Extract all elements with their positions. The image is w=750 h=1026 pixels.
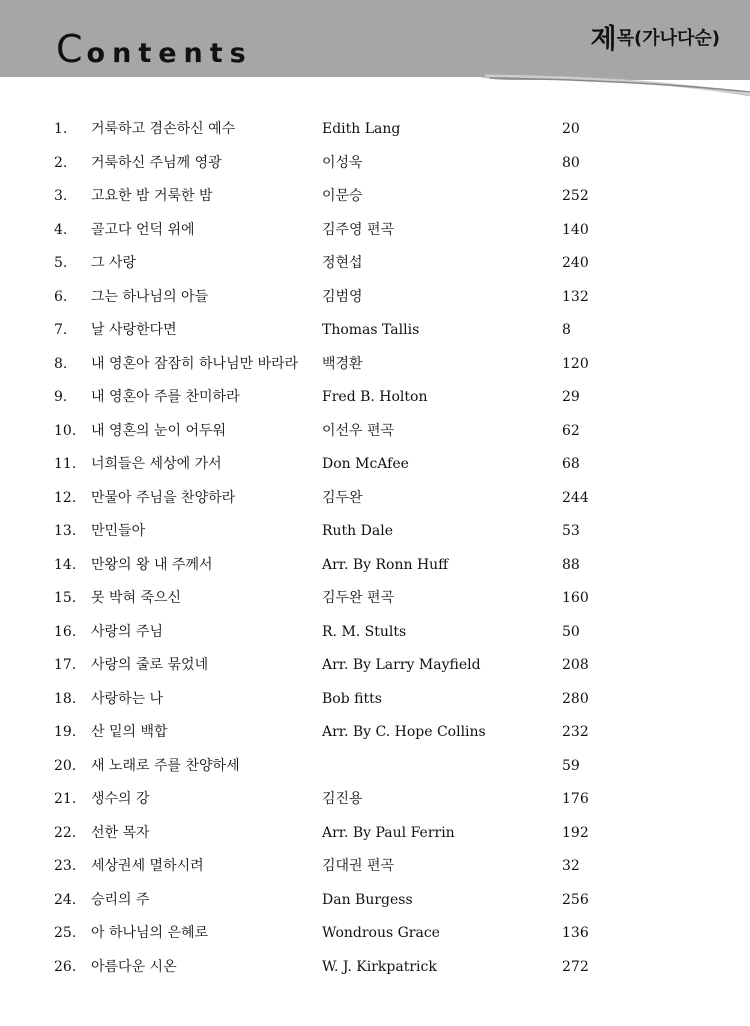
toc-title: 못 박혀 죽으신 <box>91 590 182 606</box>
toc-author: 김진용 <box>322 791 363 807</box>
toc-row[interactable] <box>0 582 750 616</box>
toc-title: 사랑의 줄로 묶었네 <box>91 657 209 673</box>
contents-heading <box>56 27 253 71</box>
toc-row[interactable] <box>0 247 750 281</box>
toc-title: 그는 하나님의 아들 <box>91 288 209 305</box>
toc-author: R. M. Stults <box>322 623 407 640</box>
toc-page: 252 <box>562 188 589 204</box>
toc-page: 132 <box>562 288 589 305</box>
toc-page: 50 <box>562 623 580 640</box>
toc-title: 아 하나님의 은혜로 <box>91 925 209 941</box>
toc-title: 거룩하신 주님께 영광 <box>91 154 222 171</box>
toc-title: 사랑하는 나 <box>91 690 164 707</box>
toc-list <box>0 113 750 984</box>
toc-title: 내 영혼의 눈이 어두워 <box>91 422 227 439</box>
toc-author: 김두완 편곡 <box>322 590 395 606</box>
toc-title: 생수의 강 <box>91 791 150 807</box>
toc-title: 고요한 밤 거룩한 밤 <box>91 188 213 204</box>
toc-number: 3. <box>54 188 68 204</box>
toc-page: 59 <box>562 757 580 774</box>
toc-row[interactable] <box>0 549 750 583</box>
toc-title: 그 사랑 <box>91 255 137 271</box>
toc-row[interactable] <box>0 113 750 147</box>
contents-initial: C <box>56 27 83 71</box>
toc-author: Arr. By Ronn Huff <box>322 556 449 573</box>
toc-title: 아름다운 시온 <box>91 958 177 975</box>
toc-page: 244 <box>562 489 589 506</box>
toc-author: Ruth Dale <box>322 523 393 539</box>
toc-row[interactable] <box>0 750 750 784</box>
toc-number: 23. <box>54 858 77 874</box>
toc-number: 12. <box>54 489 77 506</box>
toc-number: 24. <box>54 891 77 908</box>
toc-number: 19. <box>54 724 77 740</box>
toc-page: 232 <box>562 724 589 740</box>
toc-page: 160 <box>562 590 589 606</box>
toc-author: 김범영 <box>322 288 363 305</box>
contents-rest: ontents <box>86 38 253 69</box>
toc-row[interactable] <box>0 515 750 549</box>
page-header <box>0 0 750 100</box>
toc-page: 120 <box>562 355 589 372</box>
toc-page: 62 <box>562 422 580 439</box>
toc-page: 20 <box>562 121 580 137</box>
toc-author: 김대권 편곡 <box>322 858 395 874</box>
toc-title: 새 노래로 주를 찬양하세 <box>91 757 240 774</box>
toc-title: 날 사랑한다면 <box>91 322 177 338</box>
toc-author: 이문승 <box>322 188 363 204</box>
toc-page: 53 <box>562 523 580 539</box>
toc-row[interactable] <box>0 281 750 315</box>
toc-row[interactable] <box>0 147 750 181</box>
toc-author: 정현섭 <box>322 255 363 271</box>
toc-number: 26. <box>54 958 77 975</box>
toc-number: 20. <box>54 757 77 774</box>
toc-number: 1. <box>54 121 68 137</box>
sort-heading-je: 제 <box>590 24 617 55</box>
toc-row[interactable] <box>0 817 750 851</box>
toc-number: 5. <box>54 255 68 271</box>
toc-number: 9. <box>54 389 68 405</box>
toc-page: 29 <box>562 389 580 405</box>
toc-title: 거룩하고 겸손하신 예수 <box>91 121 236 137</box>
toc-title: 선한 목자 <box>91 824 150 841</box>
toc-number: 21. <box>54 791 77 807</box>
toc-row[interactable] <box>0 214 750 248</box>
toc-number: 7. <box>54 322 68 338</box>
toc-page: 88 <box>562 556 580 573</box>
toc-page: 256 <box>562 891 589 908</box>
toc-number: 8. <box>54 355 68 372</box>
toc-title: 골고다 언덕 위에 <box>91 221 195 238</box>
toc-title: 내 영혼아 잠잠히 하나님만 바라라 <box>91 355 299 372</box>
sort-heading-mok: 목 <box>616 28 634 49</box>
toc-row[interactable] <box>0 381 750 415</box>
toc-row[interactable] <box>0 348 750 382</box>
toc-number: 6. <box>54 288 68 305</box>
toc-title: 승리의 주 <box>91 891 150 908</box>
toc-row[interactable] <box>0 616 750 650</box>
toc-author: 이성욱 <box>322 154 363 171</box>
toc-number: 4. <box>54 221 68 238</box>
toc-author: 이선우 편곡 <box>322 422 395 439</box>
toc-author: Edith Lang <box>322 121 401 137</box>
toc-row[interactable] <box>0 649 750 683</box>
toc-row[interactable] <box>0 683 750 717</box>
toc-page: 68 <box>562 456 580 472</box>
toc-title: 내 영혼아 주를 찬미하라 <box>91 389 240 405</box>
toc-title: 만왕의 왕 내 주께서 <box>91 556 213 573</box>
toc-author: Dan Burgess <box>322 891 413 908</box>
toc-page: 208 <box>562 657 589 673</box>
toc-page: 272 <box>562 958 589 975</box>
toc-row[interactable] <box>0 482 750 516</box>
toc-page: 80 <box>562 154 580 171</box>
toc-title: 사랑의 주님 <box>91 623 164 640</box>
toc-author: Arr. By Paul Ferrin <box>322 824 455 841</box>
toc-page: 8 <box>562 322 571 338</box>
toc-author: Don McAfee <box>322 456 409 472</box>
toc-row[interactable] <box>0 850 750 884</box>
toc-author: Fred B. Holton <box>322 389 428 405</box>
toc-row[interactable] <box>0 314 750 348</box>
toc-title: 만민들아 <box>91 523 146 539</box>
toc-number: 14. <box>54 556 77 573</box>
toc-row[interactable] <box>0 716 750 750</box>
toc-author: Bob fitts <box>322 690 382 707</box>
toc-author: 김두완 <box>322 489 363 506</box>
toc-number: 18. <box>54 690 77 707</box>
toc-number: 22. <box>54 824 77 841</box>
toc-title: 너희들은 세상에 가서 <box>91 456 222 472</box>
toc-title: 산 밑의 백합 <box>91 724 168 740</box>
toc-row[interactable] <box>0 783 750 817</box>
toc-number: 13. <box>54 523 77 539</box>
toc-row[interactable] <box>0 917 750 951</box>
toc-author: 백경환 <box>322 355 363 372</box>
toc-page: 140 <box>562 221 589 238</box>
sort-order-label: (가나다순) <box>633 28 720 49</box>
toc-author: Arr. By Larry Mayfield <box>322 657 481 673</box>
toc-number: 11. <box>54 456 77 472</box>
toc-number: 17. <box>54 657 77 673</box>
toc-page: 176 <box>562 791 589 807</box>
toc-page: 240 <box>562 255 589 271</box>
toc-number: 10. <box>54 422 77 439</box>
toc-row[interactable] <box>0 415 750 449</box>
toc-author: W. J. Kirkpatrick <box>322 958 437 975</box>
toc-author: Wondrous Grace <box>322 925 440 941</box>
toc-page: 32 <box>562 858 580 874</box>
toc-row[interactable] <box>0 180 750 214</box>
toc-row[interactable] <box>0 884 750 918</box>
toc-number: 16. <box>54 623 77 640</box>
toc-row[interactable] <box>0 448 750 482</box>
toc-page: 192 <box>562 824 589 841</box>
toc-author: Thomas Tallis <box>322 322 420 338</box>
toc-number: 2. <box>54 154 68 171</box>
toc-number: 25. <box>54 925 77 941</box>
toc-author: 김주영 편곡 <box>322 221 395 238</box>
toc-page: 280 <box>562 690 589 707</box>
toc-page: 136 <box>562 925 589 941</box>
toc-title: 만물아 주님을 찬양하라 <box>91 489 236 506</box>
toc-row[interactable] <box>0 951 750 985</box>
toc-number: 15. <box>54 590 77 606</box>
toc-author: Arr. By C. Hope Collins <box>322 724 486 740</box>
sort-heading <box>590 24 721 57</box>
toc-title: 세상권세 멸하시려 <box>91 858 204 874</box>
